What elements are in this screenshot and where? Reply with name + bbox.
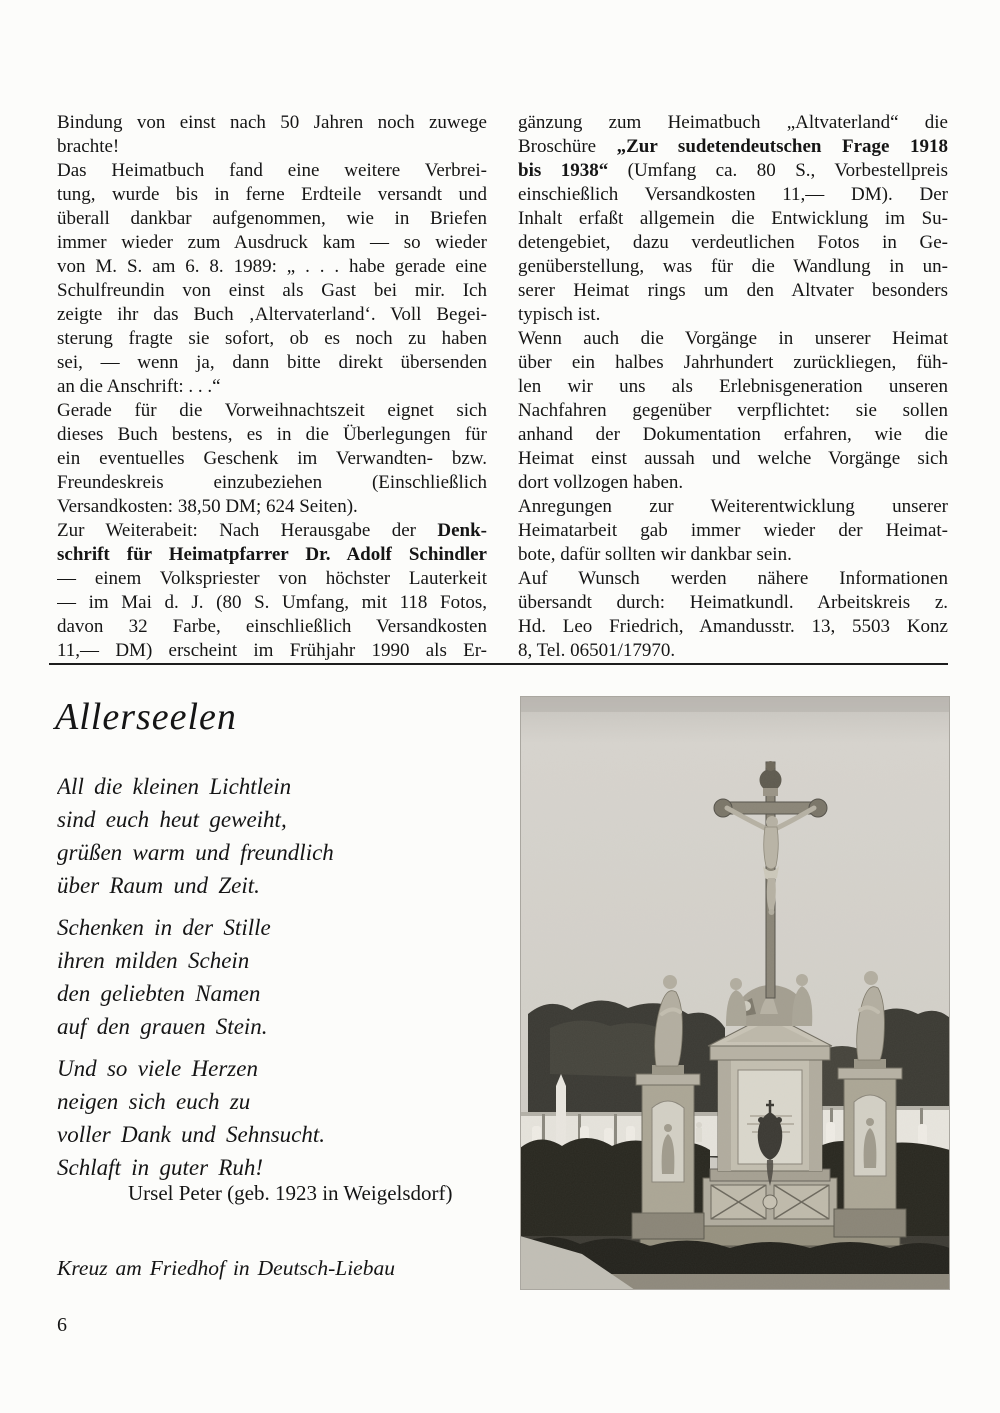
text-line: [518, 327, 948, 351]
text-line: [57, 567, 487, 591]
text-segment: Schulfreundin von einst als Gast bei mir. Ich: [57, 280, 487, 301]
text-segment: sei, — wenn ja, dann bitte direkt übersenden: [57, 352, 487, 373]
text-line: [518, 207, 948, 231]
text-segment: zeigte ihr das Buch ‚Altervaterland‘. Voll Begei-: [57, 304, 487, 325]
text-segment: Wenn auch die Vorgänge in unserer Heimat: [518, 328, 948, 349]
text-line: [57, 399, 487, 423]
text-line: [57, 135, 487, 159]
text-line: [57, 255, 487, 279]
poem-line: voller Dank und Sehnsucht.: [57, 1122, 326, 1147]
text-line: [57, 279, 487, 303]
text-line: [518, 135, 948, 159]
poem-line: Schlaft in guter Ruh!: [57, 1155, 264, 1180]
text-segment: gänzung zum Heimatbuch „Altvaterland“ die: [518, 112, 948, 133]
poem-line: neigen sich euch zu: [57, 1089, 251, 1114]
text-segment: — im Mai d. J. (80 S. Umfang, mit 118 Fotos,: [57, 592, 487, 613]
text-segment: bote, dafür sollten wir dankbar sein.: [518, 544, 792, 565]
text-line: [57, 375, 487, 399]
text-line: [57, 471, 487, 495]
text-line: [518, 375, 948, 399]
section-divider: [49, 663, 948, 665]
text-line: [518, 471, 948, 495]
text-line: [518, 279, 948, 303]
text-segment: brachte!: [57, 136, 120, 157]
poem-line: Und so viele Herzen: [57, 1056, 258, 1081]
text-segment: sterung fragte sie sofort, ob es noch zu haben: [57, 328, 487, 349]
article-column-left: [57, 111, 487, 663]
text-segment: an die Anschrift: . . .“: [57, 376, 221, 397]
text-segment: Das Heimatbuch fand eine weitere Verbrei-: [57, 160, 487, 181]
text-segment: len wir uns als Erlebnisgeneration unseren: [518, 376, 948, 397]
page-number: 6: [57, 1314, 67, 1336]
text-line: [57, 231, 487, 255]
text-line: [57, 111, 487, 135]
text-line: [518, 231, 948, 255]
text-line: [518, 399, 948, 423]
text-segment: Inhalt erfaßt allgemein die Entwicklung im Su-: [518, 208, 948, 229]
text-line: [518, 303, 948, 327]
text-segment: Zur Weiterabeit: Nach Herausgabe der: [57, 520, 438, 541]
text-segment: davon 32 Farbe, einschließlich Versandkosten: [57, 616, 487, 637]
poem-line: über Raum und Zeit.: [57, 873, 260, 898]
text-line: [57, 447, 487, 471]
bold-text-segment: bis 1938“: [518, 160, 609, 181]
text-segment: dort vollzogen haben.: [518, 472, 684, 493]
text-segment: (Umfang ca. 80 S., Vorbestellpreis: [608, 160, 948, 181]
text-line: [518, 495, 948, 519]
text-segment: tung, wurde bis in ferne Erdteile versandt und: [57, 184, 487, 205]
text-segment: anhand der Dokumentation erfahren, wie die: [518, 424, 948, 445]
text-line: [518, 183, 948, 207]
text-line: [518, 567, 948, 591]
photo-caption: Kreuz am Friedhof in Deutsch-Liebau: [57, 1256, 395, 1280]
article-column-right: [518, 111, 948, 663]
text-segment: Heimat einst aussah und welche Vorgänge sich: [518, 448, 948, 469]
text-segment: Freundeskreis einzubeziehen (Einschließlich: [57, 472, 487, 493]
bold-text-segment: Denk-: [437, 520, 487, 541]
text-line: [518, 255, 948, 279]
text-line: [57, 615, 487, 639]
poem-line: auf den grauen Stein.: [57, 1014, 268, 1039]
text-segment: über ein halbes Jahrhundert zurückliegen, füh-: [518, 352, 948, 373]
text-segment: genüberstellung, was für die Wandlung in un-: [518, 256, 948, 277]
text-segment: Heimatarbeit gab immer wieder der Heimat-: [518, 520, 948, 541]
photo-kreuz-am-friedhof: [520, 696, 950, 1290]
text-line: [518, 615, 948, 639]
text-line: [518, 111, 948, 135]
text-line: [518, 423, 948, 447]
text-line: [57, 351, 487, 375]
text-line: [57, 207, 487, 231]
text-segment: Auf Wunsch werden nähere Informationen: [518, 568, 948, 589]
text-segment: serer Heimat rings um den Altvater besonders: [518, 280, 948, 301]
text-line: [57, 591, 487, 615]
text-segment: Broschüre: [518, 136, 617, 157]
poem-title: Allerseelen: [55, 696, 237, 738]
text-segment: immer wieder zum Ausdruck kam — so wieder: [57, 232, 487, 253]
text-segment: überall dankbar aufgenommen, wie in Briefen: [57, 208, 487, 229]
bold-text-segment: „Zur sudetendeutschen Frage 1918: [616, 136, 948, 157]
bold-text-segment: schrift für Heimatpfarrer Dr. Adolf Schindler: [57, 544, 487, 565]
text-line: [57, 543, 487, 567]
poem: [57, 770, 334, 1193]
text-segment: Gerade für die Vorweihnachtszeit eignet sich: [57, 400, 487, 421]
poem-line: Schenken in der Stille: [57, 915, 271, 940]
text-line: [57, 183, 487, 207]
text-segment: 8, Tel. 06501/17970.: [518, 640, 676, 661]
text-segment: Anregungen zur Weiterentwicklung unserer: [518, 496, 948, 517]
poem-line: sind euch heut geweiht,: [57, 807, 287, 832]
text-segment: Hd. Leo Friedrich, Amandusstr. 13, 5503 Konz: [518, 616, 948, 637]
text-line: [518, 351, 948, 375]
text-segment: 11,— DM) erscheint im Frühjahr 1990 als Er-: [57, 640, 487, 661]
text-line: [57, 639, 487, 663]
poem-line: ihren milden Schein: [57, 948, 250, 973]
text-line: [57, 159, 487, 183]
text-line: [57, 327, 487, 351]
poem-stanza: [57, 770, 334, 902]
poem-stanza: [57, 911, 334, 1043]
text-segment: Versandkosten: 38,50 DM; 624 Seiten).: [57, 496, 358, 517]
text-line: [57, 303, 487, 327]
text-segment: übersandt durch: Heimatkundl. Arbeitskreis z.: [518, 592, 948, 613]
text-segment: dieses Buch bestens, es in die Überlegungen für: [57, 424, 487, 445]
text-segment: Bindung von einst nach 50 Jahren noch zuwege: [57, 112, 487, 133]
text-line: [518, 639, 948, 663]
text-line: [57, 423, 487, 447]
text-line: [518, 591, 948, 615]
poem-stanza: [57, 1052, 334, 1184]
text-segment: Nachfahren gegenüber verpflichtet: sie sollen: [518, 400, 948, 421]
photo-illustration: [520, 696, 950, 1290]
text-segment: von M. S. am 6. 8. 1989: „ . . . habe gerade eine: [57, 256, 487, 277]
text-segment: — einem Volkspriester von höchster Lauterkeit: [57, 568, 487, 589]
text-line: [518, 519, 948, 543]
poem-line: den geliebten Namen: [57, 981, 261, 1006]
text-segment: ein eventuelles Geschenk im Verwandten- bzw.: [57, 448, 487, 469]
text-segment: detengebiet, dazu verdeutlichen Fotos in Ge-: [518, 232, 948, 253]
text-segment: typisch ist.: [518, 304, 601, 325]
text-line: [518, 447, 948, 471]
text-line: [57, 519, 487, 543]
text-line: [57, 495, 487, 519]
text-segment: einschießlich Versandkosten 11,— DM). Der: [518, 184, 948, 205]
poem-line: All die kleinen Lichtlein: [57, 774, 292, 799]
text-line: [518, 159, 948, 183]
article-columns: [57, 111, 948, 663]
poem-attribution: Ursel Peter (geb. 1923 in Weigelsdorf): [128, 1181, 453, 1205]
text-line: [518, 543, 948, 567]
poem-line: grüßen warm und freundlich: [57, 840, 334, 865]
